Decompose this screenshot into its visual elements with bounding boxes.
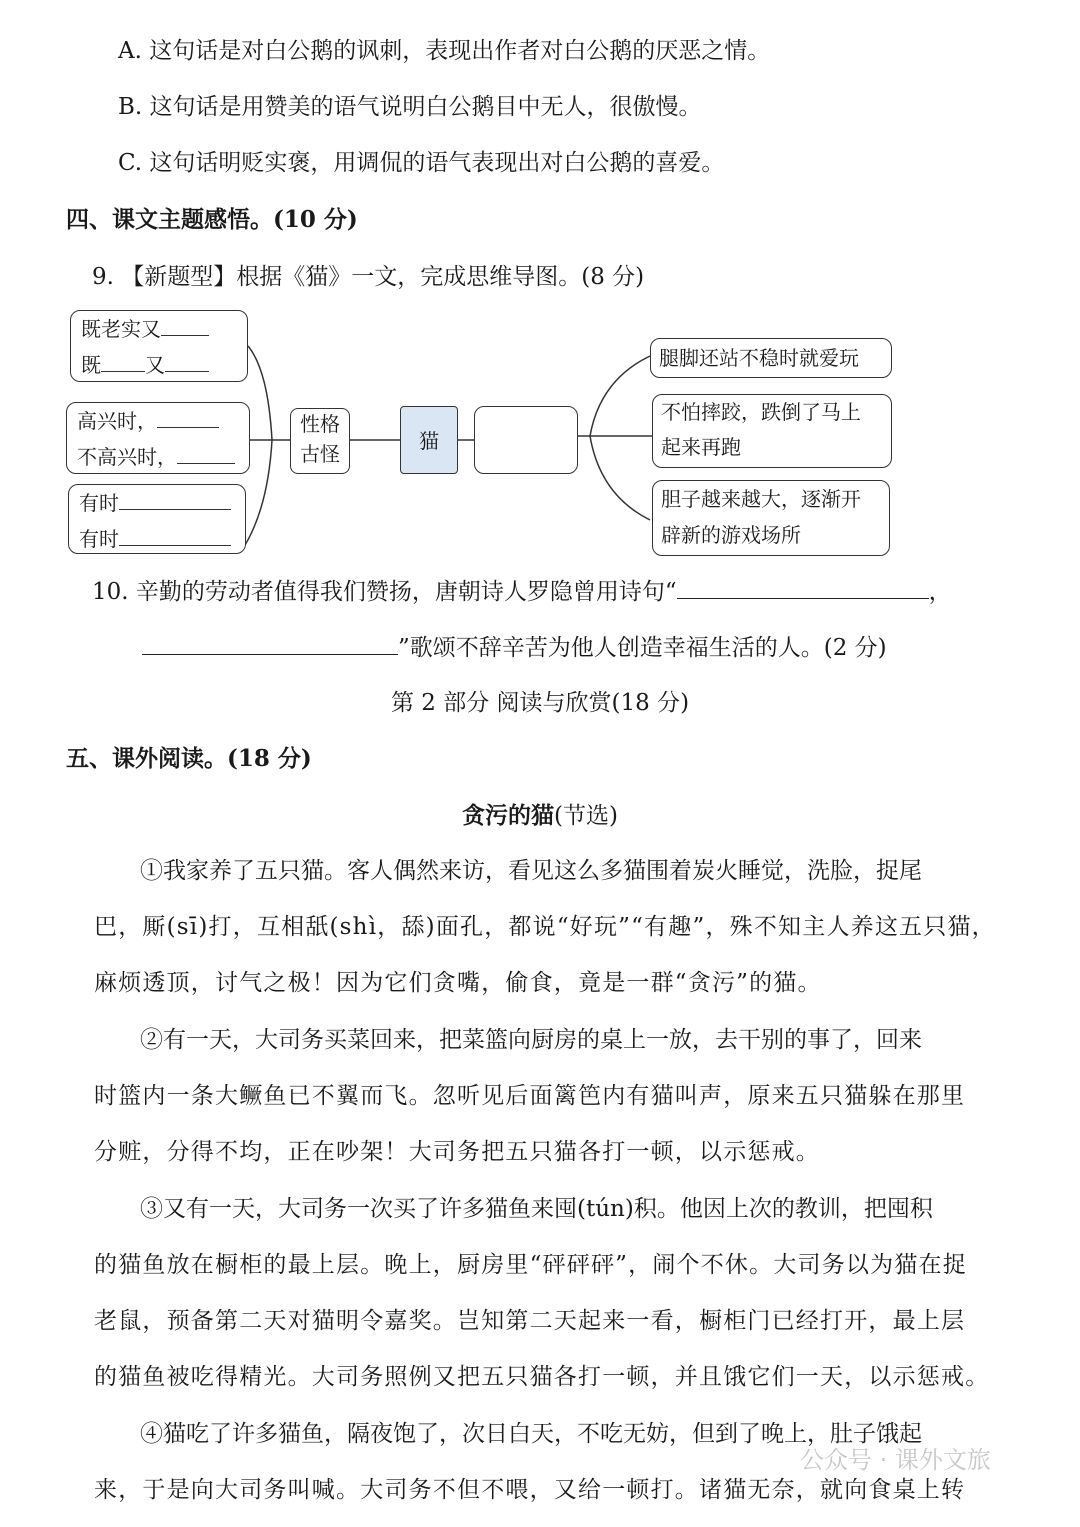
left-box-2-line-2: 不高兴时，	[77, 445, 177, 469]
mindmap-empty-box	[474, 406, 578, 474]
right-brace-line	[590, 356, 650, 520]
trait-line-2: 古怪	[300, 442, 340, 466]
left-box-3-line-1: 有时	[79, 491, 119, 515]
para-2-line-2: 时篮内一条大鳜鱼已不翼而飞。忽听见后面篱笆内有猫叫声，原来五只猫躲在那里	[94, 1083, 966, 1109]
para-4-line-2: 来，于是向大司务叫喊。大司务不但不喂，又给一顿打。诸猫无奈，就向食桌上转	[94, 1477, 966, 1503]
blank	[119, 525, 231, 546]
blank	[161, 315, 209, 336]
question-10-line-2	[142, 632, 887, 663]
blank	[101, 351, 145, 372]
part-2-title: 第 2 部分 阅读与欣赏(18 分)	[390, 690, 690, 716]
right-box-2-line-1: 不怕摔跤，跌倒了马上	[661, 400, 861, 424]
section-5-title: 五、课外阅读。(18 分)	[66, 745, 312, 772]
para-3-line-2: 的猫鱼放在橱柜的最上层。晚上，厨房里“砰砰砰”，闹个不休。大司务以为猫在捉	[94, 1252, 967, 1278]
para-1-line-2: 巴，厮(sī)打，互相舐(shì，舔)面孔，都说“好玩”“有趣”，殊不知主人养这五只猫，	[94, 914, 996, 940]
mindmap-left-box-2	[66, 402, 250, 474]
para-1-line-3: 麻烦透顶，讨气之极！因为它们贪嘴，偷食，竟是一群“贪污”的猫。	[94, 970, 822, 996]
left-box-3-line-2: 有时	[79, 527, 119, 551]
right-box-3-line-1: 胆子越来越大，逐渐开	[661, 487, 861, 511]
blank	[119, 489, 231, 510]
mindmap-trait-box	[290, 408, 350, 474]
watermark: 公众号 · 课外文旅	[800, 1446, 991, 1474]
para-1-line-1: ①我家养了五只猫。客人偶然来访，看见这么多猫围着炭火睡觉，洗脸，捉尾	[140, 858, 922, 884]
question-9: 9. 【新题型】根据《猫》一文，完成思维导图。(8 分)	[92, 264, 645, 290]
para-3-line-4: 的猫鱼被吃得精光。大司务照例又把五只猫各打一顿，并且饿它们一天，以示惩戒。	[94, 1364, 990, 1390]
mindmap-right-box-1	[650, 338, 892, 378]
option-b: B. 这句话是用赞美的语气说明白公鹅目中无人，很傲慢。	[118, 94, 702, 120]
article-title-text: 贪污的猫	[462, 802, 555, 829]
right-box-3-line-2: 辟新的游戏场所	[661, 523, 801, 547]
mindmap-center: 猫	[400, 406, 458, 474]
left-box-1-line-1: 既老实又	[81, 317, 161, 341]
option-a: A. 这句话是对白公鹅的讽刺，表现出作者对白公鹅的厌恶之情。	[118, 38, 771, 64]
trait-line-1: 性格	[300, 412, 340, 436]
mindmap-right-box-3	[652, 480, 890, 556]
article-subtitle: (节选)	[554, 803, 618, 829]
para-2-line-3: 分赃，分得不均，正在吵架！大司务把五只猫各打一顿，以示惩戒。	[94, 1139, 820, 1165]
mindmap-right-box-2	[652, 394, 892, 468]
blank	[177, 443, 235, 464]
left-box-1-line-2b: 又	[145, 353, 165, 377]
question-10-text-a: 10. 辛勤的劳动者值得我们赞扬，唐朝诗人罗隐曾用诗句“	[92, 579, 677, 605]
question-10-text-c: ”歌颂不辞辛苦为他人创造幸福生活的人。(2 分)	[398, 635, 887, 661]
para-3-line-3: 老鼠，预备第二天对猫明令嘉奖。岂知第二天起来一看，橱柜门已经打开，最上层	[94, 1308, 966, 1334]
left-box-2-line-1: 高兴时，	[77, 409, 157, 433]
blank	[165, 351, 209, 372]
article-title	[0, 801, 1080, 831]
right-box-2-line-2: 起来再跑	[661, 435, 741, 459]
para-4-line-1: ④猫吃了许多猫鱼，隔夜饱了，次日白天，不吃无妨，但到了晚上，肚子饿起	[140, 1421, 922, 1447]
blank	[157, 407, 219, 428]
option-c: C. 这句话明贬实褒，用调侃的语气表现出对白公鹅的喜爱。	[118, 150, 725, 176]
mindmap-left-box-3	[68, 484, 246, 554]
mindmap-left-box-1	[70, 310, 248, 382]
para-3-line-1: ③又有一天，大司务一次买了许多猫鱼来囤(tún)积。他因上次的教训，把囤积	[140, 1196, 933, 1222]
left-box-1-line-2a: 既	[81, 353, 101, 377]
answer-blank-1	[677, 576, 929, 599]
section-4-title: 四、课文主题感悟。(10 分)	[66, 206, 358, 233]
answer-blank-2	[142, 632, 398, 655]
question-10-text-b: ，	[928, 579, 952, 605]
question-10-line-1	[92, 576, 952, 607]
right-box-1-text: 腿脚还站不稳时就爱玩	[659, 346, 859, 370]
mind-map	[0, 300, 1080, 562]
para-2-line-1: ②有一天，大司务买菜回来，把菜篮向厨房的桌上一放，去干别的事了，回来	[140, 1027, 922, 1053]
